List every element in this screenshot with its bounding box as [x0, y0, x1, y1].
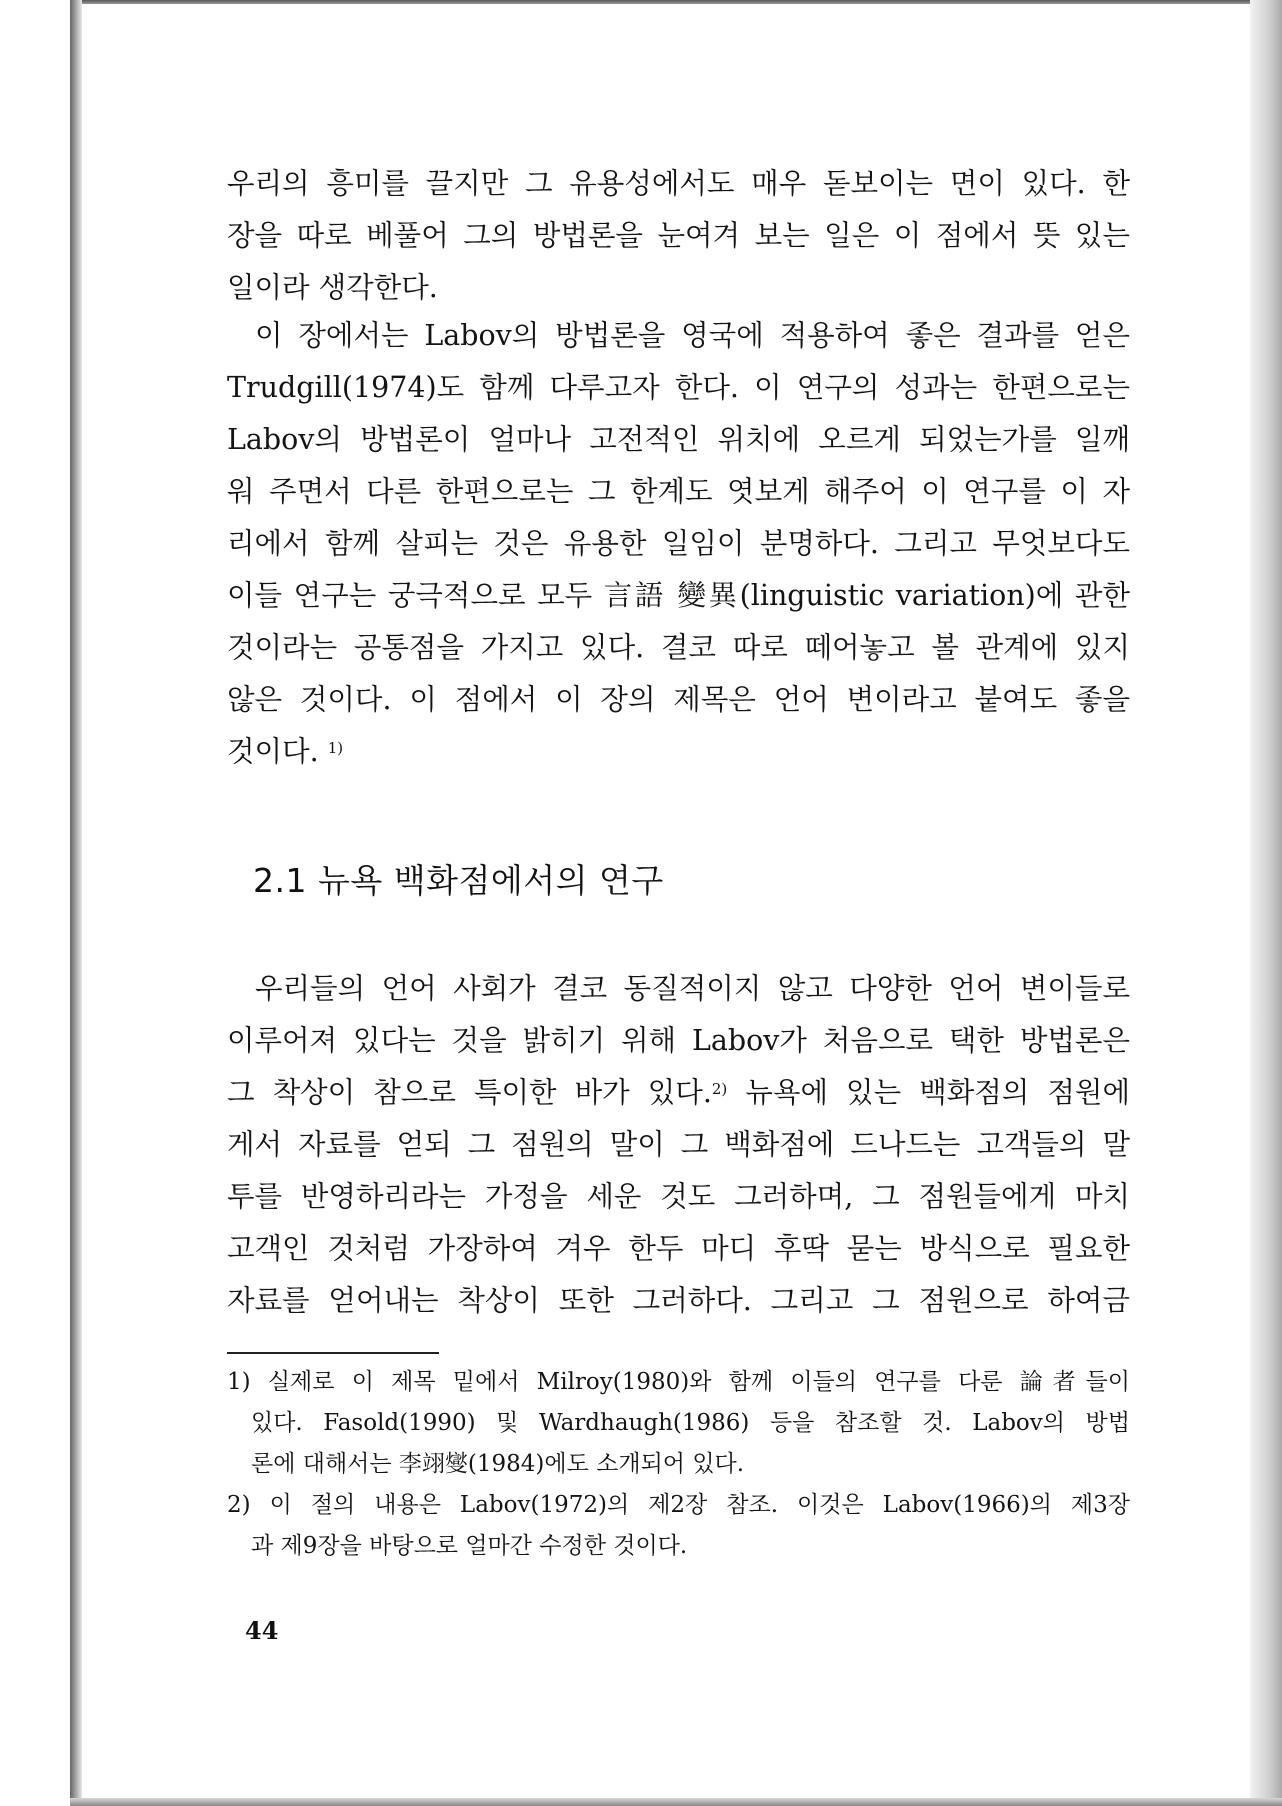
- paragraph-1: [227, 158, 1130, 314]
- paragraph-line: 일이라 생각한다.: [227, 271, 438, 304]
- paragraph-line-last: [227, 726, 1130, 778]
- paragraph-line: 리에서 함께 살피는 것은 유용한 일임이 분명하다. 그리고 무엇보다도: [227, 527, 1130, 560]
- footnote-line: 1) 실제로 이 제목 밑에서 Milroy(1980)와 함께 이들의 연구를 다룬 論者들이: [227, 1369, 1130, 1395]
- page-number: 44: [245, 1616, 279, 1645]
- paragraph-line: 자료를 얻어내는 착상이 또한 그러하다. 그리고 그 점원으로 하여금: [227, 1284, 1130, 1317]
- paragraph-line: 워 주면서 다른 한편으로는 그 한계도 엿보게 해주어 이 연구를 이 자: [227, 475, 1130, 508]
- paragraph-line: Trudgill(1974)도 함께 다루고자 한다. 이 연구의 성과는 한편으로는: [227, 371, 1130, 404]
- section-heading: 2.1 뉴욕 백화점에서의 연구: [253, 861, 664, 900]
- footnote-marker: 2): [711, 1080, 728, 1098]
- paragraph-text: 것이다.: [227, 735, 319, 768]
- paragraph-line: 이 장에서는 Labov의 방법론을 영국에 적용하여 좋은 결과를 얻은: [255, 319, 1130, 352]
- footnote-line: 2) 이 절의 내용은 Labov(1972)의 제2장 참조. 이것은 Labov(1966)의 제3장: [227, 1492, 1130, 1518]
- paragraph-line: Labov의 방법론이 얼마나 고전적인 위치에 오르게 되었는가를 일깨: [227, 423, 1130, 456]
- paragraph-text: 그 착상이 참으로 특이한 바가 있다.: [227, 1076, 712, 1109]
- paragraph-line: 것이라는 공통점을 가지고 있다. 결코 따로 떼어놓고 볼 관계에 있지: [227, 631, 1130, 664]
- footnote-line: 론에 대해서는 李翊燮(1984)에도 소개되어 있다.: [251, 1451, 745, 1477]
- paragraph-line: 게서 자료를 얻되 그 점원의 말이 그 백화점에 드나드는 고객들의 말: [227, 1128, 1130, 1161]
- paragraph-line: 투를 반영하리라는 가정을 세운 것도 그러하며, 그 점원들에게 마치: [227, 1180, 1130, 1213]
- paragraph-text: 뉴욕에 있는 백화점의 점원에: [745, 1076, 1130, 1109]
- paragraph-line: 않은 것이다. 이 점에서 이 장의 제목은 언어 변이라고 붙여도 좋을: [227, 683, 1130, 716]
- footnote-line: 과 제9장을 바탕으로 얼마간 수정한 것이다.: [251, 1533, 688, 1559]
- paragraph-line: 이루어져 있다는 것을 밝히기 위해 Labov가 처음으로 택한 방법론은: [227, 1024, 1130, 1057]
- footnote-2: [227, 1485, 1130, 1567]
- footnote-1: [227, 1362, 1130, 1485]
- page-edge-top: [70, 0, 1282, 4]
- paragraph-line: 장을 따로 베풀어 그의 방법론을 눈여겨 보는 일은 이 점에서 뜻 있는: [227, 219, 1130, 252]
- page-edge-right: [1250, 0, 1282, 1806]
- paragraph-line: 고객인 것처럼 가장하여 겨우 한두 마디 후딱 묻는 방식으로 필요한: [227, 1232, 1130, 1265]
- paragraph-line: 이들 연구는 궁극적으로 모두 言語 變異(linguistic variation)에 관한: [227, 579, 1130, 612]
- paragraph-line: 우리의 흥미를 끌지만 그 유용성에서도 매우 돋보이는 면이 있다. 한: [227, 167, 1130, 200]
- outer-margin: [0, 0, 70, 1806]
- footnote-separator: [227, 1352, 439, 1354]
- page-edge-left: [70, 0, 82, 1806]
- footnotes: [227, 1362, 1130, 1567]
- footnote-marker: 1): [327, 739, 344, 757]
- paragraph-line-with-footnote: [227, 1067, 1130, 1119]
- page-edge-bottom: [70, 1798, 1282, 1806]
- paragraph-line: 우리들의 언어 사회가 결코 동질적이지 않고 다양한 언어 변이들로: [255, 972, 1130, 1005]
- paragraph-2: [227, 310, 1130, 778]
- footnote-line: 있다. Fasold(1990) 및 Wardhaugh(1986) 등을 참조할 것. Labov의 방법: [251, 1410, 1130, 1436]
- paragraph-3: [227, 963, 1130, 1327]
